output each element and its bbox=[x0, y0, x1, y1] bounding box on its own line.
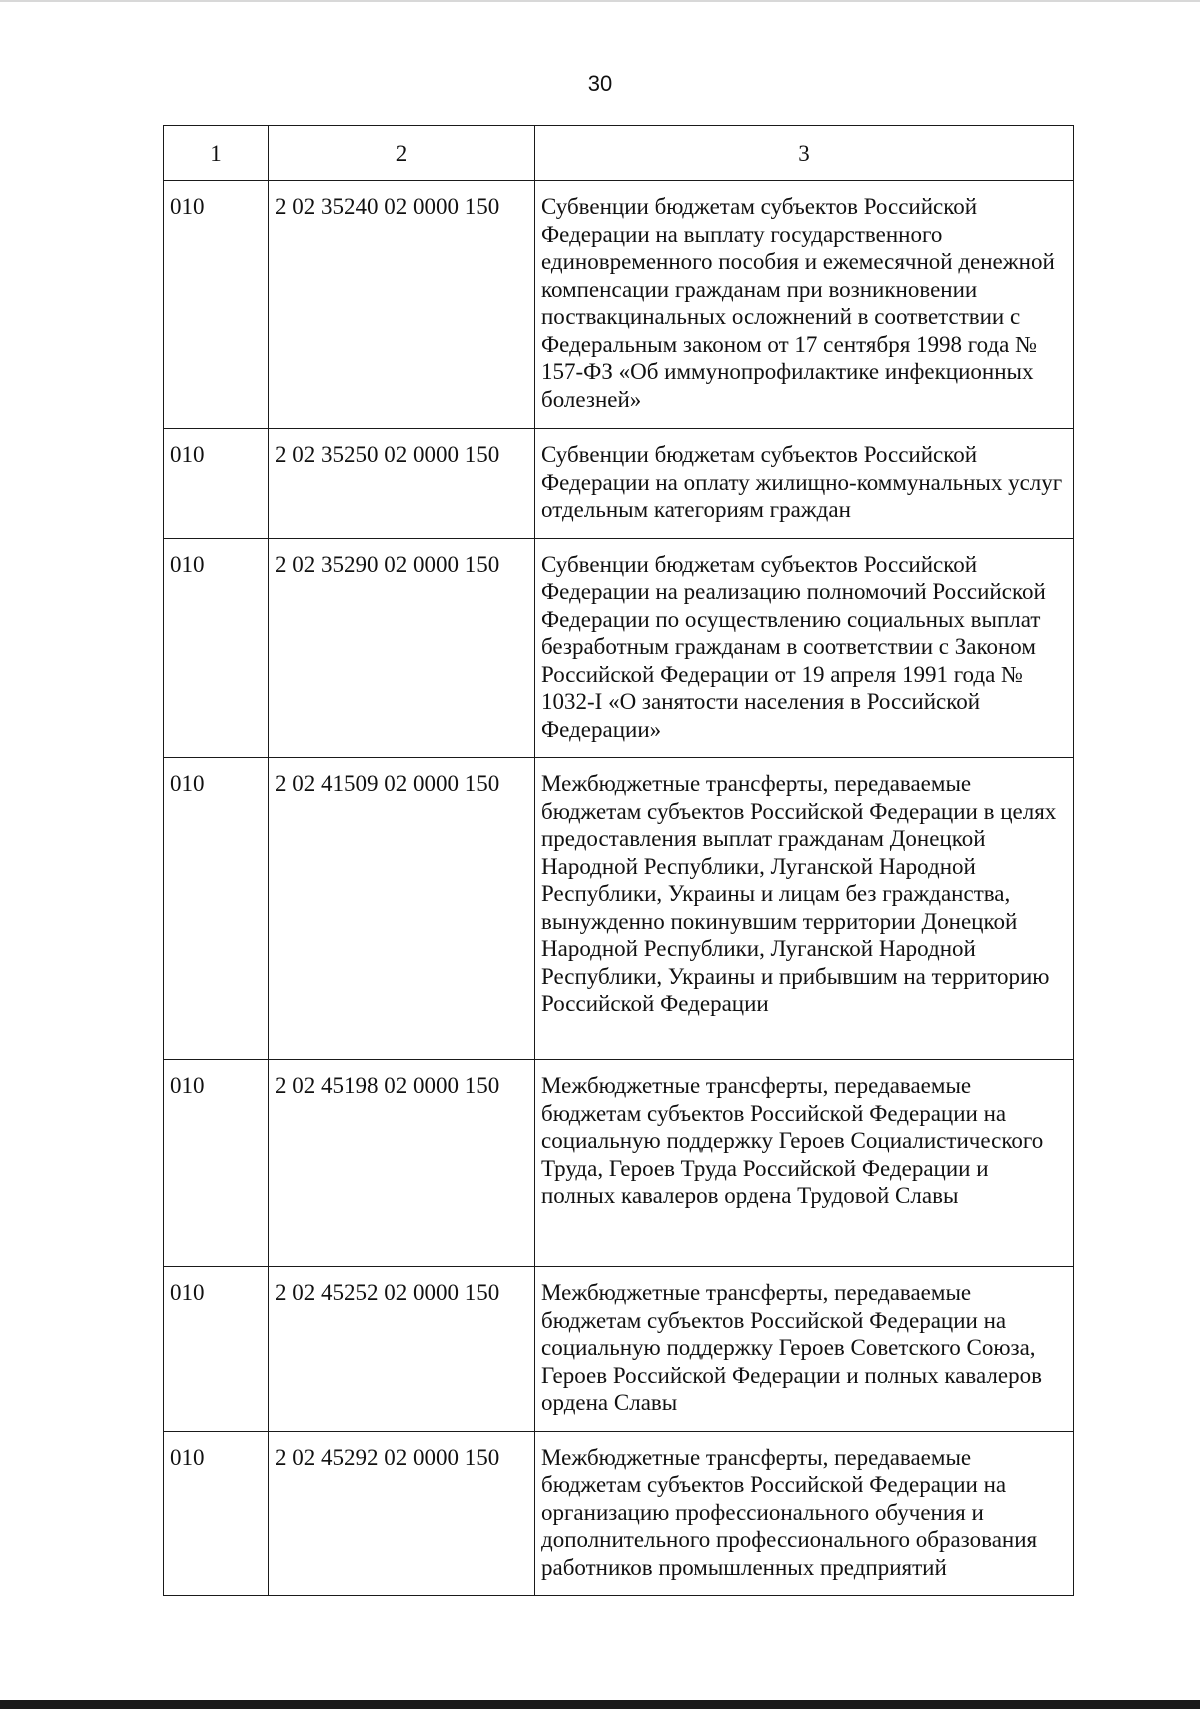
table-header-row bbox=[164, 126, 1074, 181]
description-cell: Субвенции бюджетам субъектов Российской Федерации на оплату жилищно-коммунальных услуг отдельным категориям граждан bbox=[535, 429, 1074, 539]
page-number: 30 bbox=[587, 71, 613, 96]
table-row bbox=[164, 538, 1074, 758]
budget-code-cell: 2 02 35240 02 0000 150 bbox=[269, 181, 535, 429]
table-row bbox=[164, 1060, 1074, 1267]
table-row bbox=[164, 1267, 1074, 1432]
column-header-1: 1 bbox=[164, 126, 269, 181]
column-header-2: 2 bbox=[269, 126, 535, 181]
description-cell: Межбюджетные трансферты, передаваемые бюджетам субъектов Российской Федерации на социальную поддержку Героев Советского Союза, Героев Российской Федерации и полных кавалеров ордена Славы bbox=[535, 1267, 1074, 1432]
admin-code-cell: 010 bbox=[164, 181, 269, 429]
table-row bbox=[164, 181, 1074, 429]
budget-code-cell: 2 02 35250 02 0000 150 bbox=[269, 429, 535, 539]
budget-code-cell: 2 02 45198 02 0000 150 bbox=[269, 1060, 535, 1267]
admin-code-cell: 010 bbox=[164, 758, 269, 1060]
scan-top-edge bbox=[0, 0, 1200, 2]
description-cell: Субвенции бюджетам субъектов Российской Федерации на выплату государственного единовременного пособия и ежемесячной денежной компенсации гражданам при возникновении поствакцинальных осложнений в соответствии с Федеральным законом от 17 сентября 1998 года № 157-ФЗ «Об иммунопрофилактике инфекционных болезней» bbox=[535, 181, 1074, 429]
budget-codes-table bbox=[163, 125, 1074, 1596]
column-header-3: 3 bbox=[535, 126, 1074, 181]
budget-code-cell: 2 02 35290 02 0000 150 bbox=[269, 538, 535, 758]
admin-code-cell: 010 bbox=[164, 1431, 269, 1596]
budget-code-cell: 2 02 45292 02 0000 150 bbox=[269, 1431, 535, 1596]
table-row bbox=[164, 758, 1074, 1060]
admin-code-cell: 010 bbox=[164, 538, 269, 758]
table-row bbox=[164, 1431, 1074, 1596]
budget-code-cell: 2 02 45252 02 0000 150 bbox=[269, 1267, 535, 1432]
scan-bottom-edge bbox=[0, 1700, 1200, 1709]
admin-code-cell: 010 bbox=[164, 1060, 269, 1267]
admin-code-cell: 010 bbox=[164, 1267, 269, 1432]
admin-code-cell: 010 bbox=[164, 429, 269, 539]
table-row bbox=[164, 429, 1074, 539]
description-cell: Межбюджетные трансферты, передаваемые бюджетам субъектов Российской Федерации на организацию профессионального обучения и дополнительного профессионального образования работников промышленных предприятий bbox=[535, 1431, 1074, 1596]
description-cell: Субвенции бюджетам субъектов Российской Федерации на реализацию полномочий Российской Федерации по осуществлению социальных выплат безработным гражданам в соответствии с Законом Российской Федерации от 19 апреля 1991 года № 1032-I «О занятости населения в Российской Федерации» bbox=[535, 538, 1074, 758]
budget-code-cell: 2 02 41509 02 0000 150 bbox=[269, 758, 535, 1060]
description-cell: Межбюджетные трансферты, передаваемые бюджетам субъектов Российской Федерации на социальную поддержку Героев Социалистического Труда, Героев Труда Российской Федерации и полных кавалеров ордена Трудовой Славы bbox=[535, 1060, 1074, 1267]
description-cell: Межбюджетные трансферты, передаваемые бюджетам субъектов Российской Федерации в целях предоставления выплат гражданам Донецкой Народной Республики, Луганской Народной Республики, Украины и лицам без гражданства, вынужденно покинувшим территории Донецкой Народной Республики, Луганской Народной Республики, Украины и прибывшим на территорию Российской Федерации bbox=[535, 758, 1074, 1060]
